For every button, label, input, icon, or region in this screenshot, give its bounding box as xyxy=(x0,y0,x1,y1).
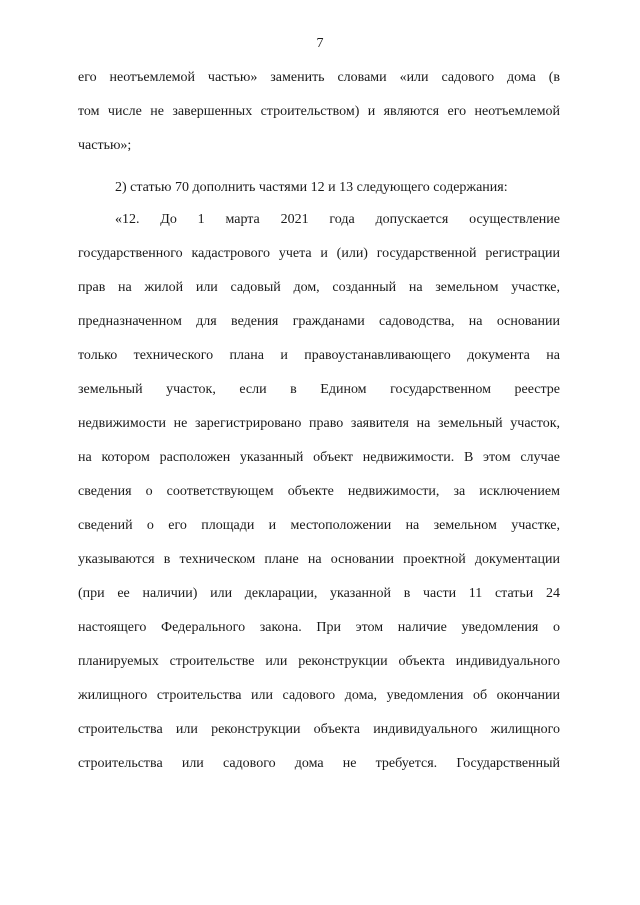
text-line: жилищного строительства или садового дома, уведомления об окончании xyxy=(78,688,560,703)
text-line: земельный участок, если в Едином государственном реестре xyxy=(78,382,560,397)
text-line: планируемых строительстве или реконструкции объекта индивидуального xyxy=(78,654,560,669)
text-line: настоящего Федерального закона. При этом наличие уведомления о xyxy=(78,620,560,635)
text-line: строительства или садового дома не требуется. Государственный xyxy=(78,756,560,771)
text-line: указываются в техническом плане на основании проектной документации xyxy=(78,552,560,567)
text-line: только технического плана и правоустанавливающего документа на xyxy=(78,348,560,363)
text-line: строительства или реконструкции объекта индивидуального жилищного xyxy=(78,722,560,737)
paragraph-part-12 xyxy=(78,203,560,781)
paragraph-continuation xyxy=(78,61,560,163)
paragraph-article-70 xyxy=(78,171,560,205)
text-line: сведения о соответствующем объекте недвижимости, за исключением xyxy=(78,484,560,499)
text-line: предназначенном для ведения гражданами садоводства, на основании xyxy=(78,314,560,329)
text-line: том числе не завершенных строительством) и являются его неотъемлемой xyxy=(78,104,560,119)
text-line: сведений о его площади и местоположении на земельном участке, xyxy=(78,518,560,533)
text-line: прав на жилой или садовый дом, созданный на земельном участке, xyxy=(78,280,560,295)
text-line: «12. До 1 марта 2021 года допускается осуществление xyxy=(115,212,560,227)
text-line: (при ее наличии) или декларации, указанной в части 11 статьи 24 xyxy=(78,586,560,601)
page-number: 7 xyxy=(316,36,324,51)
text-line: на котором расположен указанный объект недвижимости. В этом случае xyxy=(78,450,560,465)
text-line: его неотъемлемой частью» заменить словами «или садового дома (в xyxy=(78,70,560,85)
text-line: частью»; xyxy=(78,138,132,153)
text-line: государственного кадастрового учета и (или) государственной регистрации xyxy=(78,246,560,261)
text-line: 2) статью 70 дополнить частями 12 и 13 следующего содержания: xyxy=(115,180,508,195)
text-line: недвижимости не зарегистрировано право заявителя на земельный участок, xyxy=(78,416,560,431)
